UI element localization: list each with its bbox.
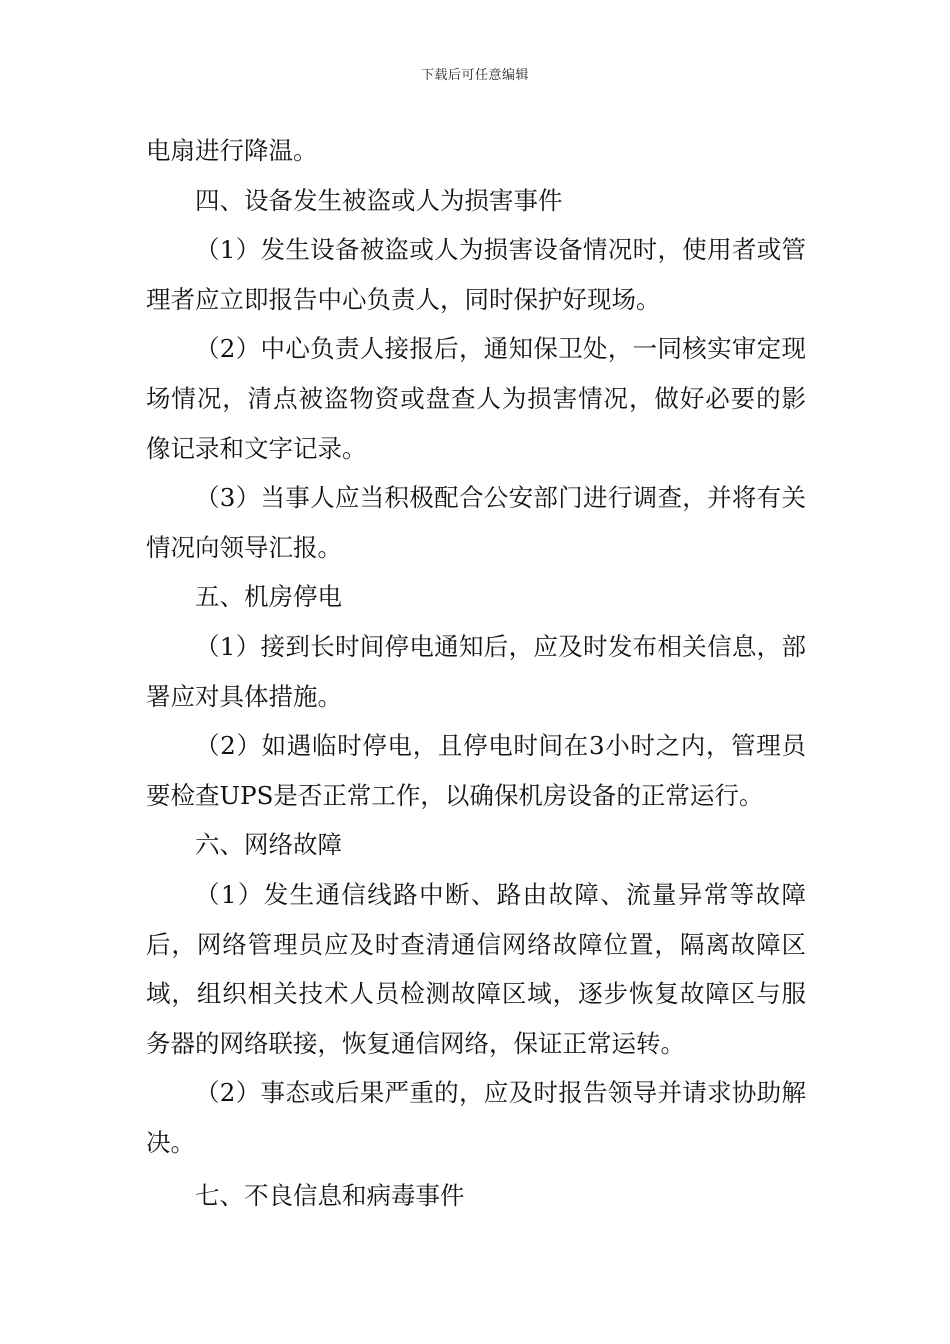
section-heading: 七、不良信息和病毒事件 [195, 1181, 465, 1211]
paragraph: （2）事态或后果严重的，应及时报告领导并请求协助解决。 [146, 1078, 806, 1157]
section-heading: 六、网络故障 [195, 830, 342, 860]
paragraph: （3）当事人应当积极配合公安部门进行调查，并将有关情况向领导汇报。 [146, 483, 806, 562]
paragraph: （1）接到长时间停电通知后，应及时发布相关信息，部署应对具体措施。 [146, 631, 806, 711]
section-heading: 四、设备发生被盗或人为损害事件 [195, 185, 563, 215]
paragraph: 电扇进行降温。 [146, 136, 318, 165]
paragraph: （2）如遇临时停电，且停电时间在3小时之内，管理员要检查UPS是否正常工作，以确保机房设备的正常运行。 [146, 731, 806, 810]
paragraph: （1）发生通信线路中断、路由故障、流量异常等故障后，网络管理员应及时查清通信网络故障位置，隔离故障区域，组织相关技术人员检测故障区域，逐步恢复故障区与服务器的网络联接，恢复通信网络，保证正常运转。 [146, 879, 806, 1058]
page-header-note: 下载后可任意编辑 [420, 68, 529, 83]
paragraph: （1）发生设备被盗或人为损害设备情况时，使用者或管理者应立即报告中心负责人，同时保护好现场。 [146, 235, 806, 314]
document-body [146, 126, 806, 1221]
section-heading: 五、机房停电 [195, 582, 342, 612]
paragraph: （2）中心负责人接报后，通知保卫处，一同核实审定现场情况，清点被盗物资或盘查人为损害情况，做好必要的影像记录和文字记录。 [146, 334, 806, 463]
